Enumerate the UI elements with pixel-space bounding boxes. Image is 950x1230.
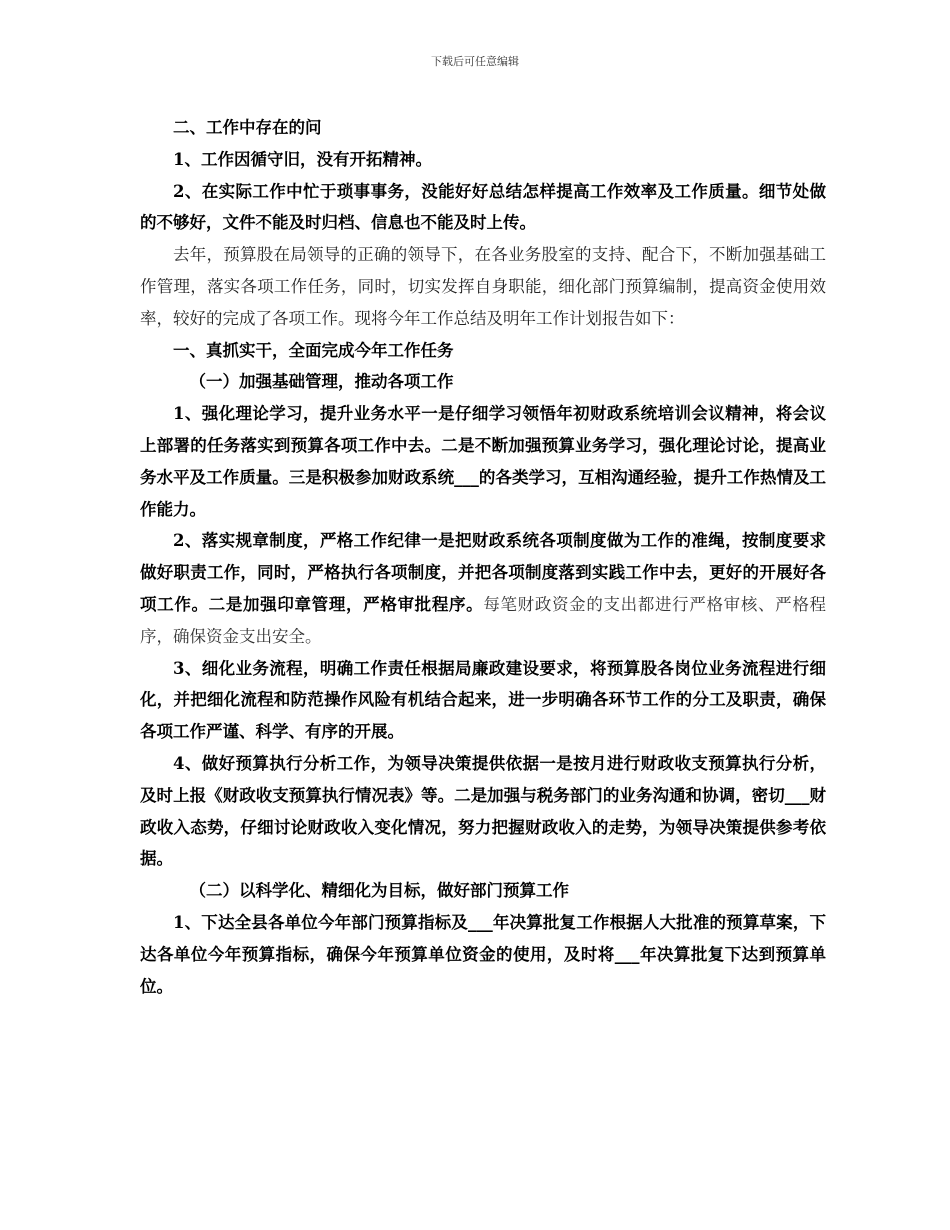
document-body bbox=[140, 112, 826, 1002]
item-business-process: 3、细化业务流程，明确工作责任根据局廉政建设要求，将预算股各岗位业务流程进行细化，并把细化流程和防范操作风险有机结合起来，进一步明确各环节工作的分工及职责，确保各项工作严谨、科学、有序的开展。 bbox=[140, 658, 826, 742]
page-header: 下载后可任意编辑 bbox=[431, 55, 519, 68]
item-budget-indicators: 1、下达全县各单位今年部门预算指标及___年决算批复工作根据人大批准的预算草案，下达各单位今年预算指标，确保今年预算单位资金的使用，及时将___年决算批复下达到预算单位。 bbox=[140, 912, 826, 996]
item-budget-analysis: 4、做好预算执行分析工作，为领导决策提供依据一是按月进行财政收支预算执行分析，及时上报《财政收支预算执行情况表》等。二是加强与税务部门的业务沟通和协调，密切___财政收入态势，仔细讨论财政收入变化情况，努力把握财政收入的走势，为领导决策提供参考依据。 bbox=[140, 753, 826, 869]
problem-item-2: 2、在实际工作中忙于琐事事务，没能好好总结怎样提高工作效率及工作质量。细节处做的不够好，文件不能及时归档、信息也不能及时上传。 bbox=[140, 181, 826, 233]
intro-paragraph: 去年，预算股在局领导的正确的领导下，在各业务股室的支持、配合下，不断加强基础工作管理，落实各项工作任务，同时，切实发挥自身职能，细化部门预算编制，提高资金使用效率，较好的完成了各项工作。现将今年工作总结及明年工作计划报告如下： bbox=[140, 245, 826, 328]
item-theory-study: 1、强化理论学习，提升业务水平一是仔细学习领悟年初财政系统培训会议精神，将会议上部署的任务落实到预算各项工作中去。二是不断加强预算业务学习，强化理论讨论，提高业务水平及工作质量。三是积极参加财政系统___的各类学习，互相沟通经验，提升工作热情及工作能力。 bbox=[140, 404, 826, 519]
item-rules-discipline bbox=[140, 525, 826, 652]
section-heading-problems: 二、工作中存在的问 bbox=[173, 118, 322, 137]
problem-item-1: 1、工作因循守旧，没有开拓精神。 bbox=[173, 149, 432, 169]
section-heading-achievements: 一、真抓实干，全面完成今年工作任务 bbox=[173, 340, 454, 360]
subsection-heading-basic-management: （一）加强基础管理，推动各项工作 bbox=[189, 372, 454, 392]
item-rules-discipline-tail: 每笔财政资金的支出都进行严格审核、严格程序，确保资金支出安全。 bbox=[140, 594, 827, 646]
item-rules-discipline-bold: 2、落实规章制度，严格工作纪律一是把财政系统各项制度做为工作的准绳，按制度要求做好职责工作，同时，严格执行各项制度，并把各项制度落到实践工作中去，更好的开展好各项工作。二是加强印章管理，严格审批程序。 bbox=[140, 531, 826, 614]
subsection-heading-department-budget: （二）以科学化、精细化为目标，做好部门预算工作 bbox=[189, 881, 569, 901]
